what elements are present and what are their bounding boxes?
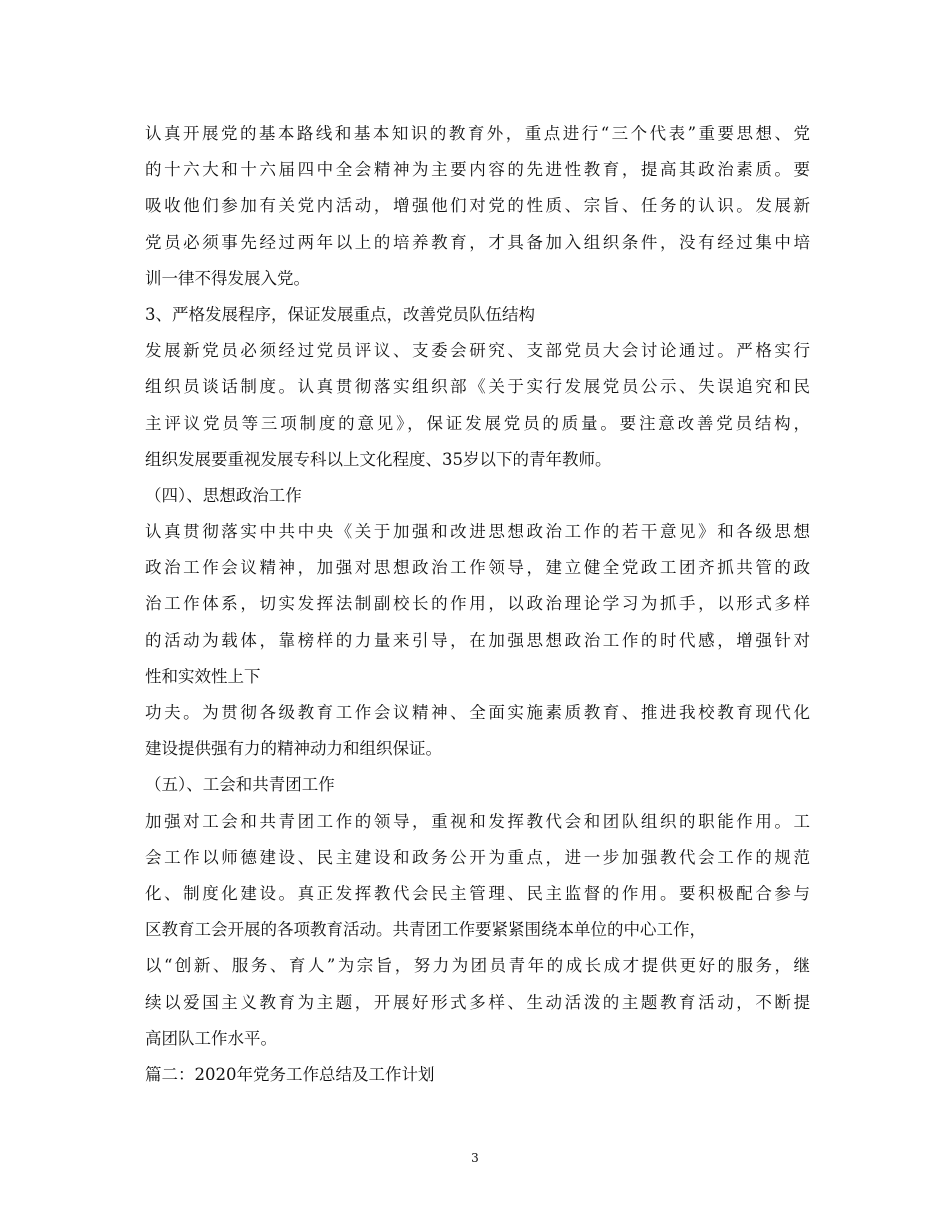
text-line: 高团队工作水平。	[145, 1028, 277, 1048]
text-line: 区教育工会开展的各项教育活动。共青团工作要紧紧围绕本单位的中心工作，	[145, 920, 706, 940]
text-line: 的十六大和十六届四中全会精神为主要内容的先进性教育，提高其政治素质。要	[145, 160, 810, 180]
text-line: 以“创新、服务、育人”为宗旨，努力为团员青年的成长成才提供更好的服务，继	[145, 956, 810, 976]
text-line: 会工作以师德建设、民主建设和政务公开为重点，进一步加强教代会工作的规范	[145, 847, 810, 867]
document-body	[145, 116, 810, 1093]
text-line: 吸收他们参加有关党内活动，增强他们对党的性质、宗旨、任务的认识。发展新	[145, 196, 810, 216]
text-line: 3、严格发展程序，保证发展重点，改善党员队伍结构	[145, 304, 535, 324]
text-line: 治工作体系，切实发挥法制副校长的作用，以政治理论学习为抓手，以形式多样	[145, 594, 810, 614]
text-line: 性和实效性上下	[145, 666, 261, 686]
text-line: 认真贯彻落实中共中央《关于加强和改进思想政治工作的若干意见》和各级思想	[145, 522, 810, 542]
text-line: 组织员谈话制度。认真贯彻落实组织部《关于实行发展党员公示、失误追究和民	[145, 377, 810, 397]
text-line: 组织发展要重视发展专科以上文化程度、35岁以下的青年教师。	[145, 449, 612, 469]
text-line: 政治工作会议精神，加强对思想政治工作领导，建立健全党政工团齐抓共管的政	[145, 558, 810, 578]
text-line: 化、制度化建设。真正发挥教代会民主管理、民主监督的作用。要积极配合参与	[145, 883, 810, 903]
text-line: 认真开展党的基本路线和基本知识的教育外，重点进行“三个代表”重要思想、党	[145, 124, 810, 143]
text-line: 篇二：2020年党务工作总结及工作计划	[145, 1064, 435, 1084]
text-line: 建设提供强有力的精神动力和组织保证。	[145, 739, 442, 759]
text-line: 加强对工会和共青团工作的领导，重视和发挥教代会和团队组织的职能作用。工	[145, 811, 810, 831]
text-line: 发展新党员必须经过党员评议、支委会研究、支部党员大会讨论通过。严格实行	[145, 341, 810, 361]
text-line: （四）、思想政治工作	[145, 485, 302, 505]
text-line: 党员必须事先经过两年以上的培养教育，才具备加入组织条件，没有经过集中培	[145, 232, 810, 252]
text-line: 训一律不得发展入党。	[145, 268, 310, 288]
text-line: 续以爱国主义教育为主题，开展好形式多样、生动活泼的主题教育活动，不断提	[145, 992, 810, 1012]
text-line: 主评议党员等三项制度的意见》，保证发展党员的质量。要注意改善党员结构，	[145, 413, 810, 433]
page-number: 3	[471, 1151, 479, 1165]
text-line: 的活动为载体，靠榜样的力量来引导，在加强思想政治工作的时代感，增强针对	[145, 630, 810, 650]
text-line: （五）、工会和共青团工作	[145, 775, 335, 795]
text-line: 功夫。为贯彻各级教育工作会议精神、全面实施素质教育、推进我校教育现代化	[145, 703, 810, 722]
